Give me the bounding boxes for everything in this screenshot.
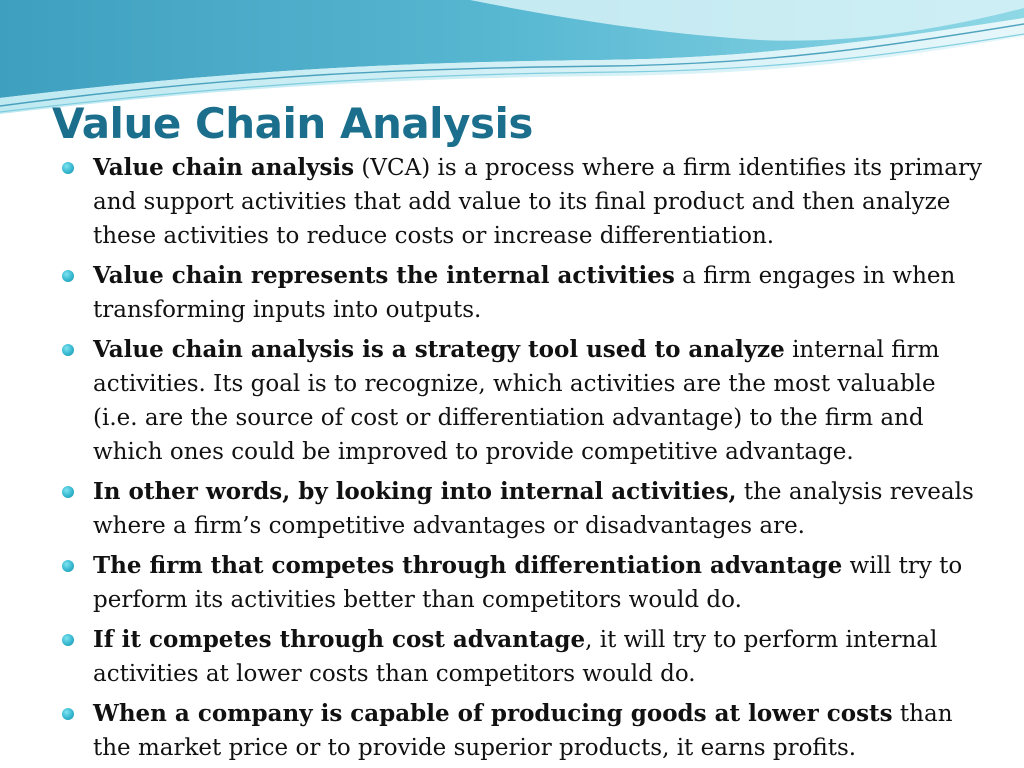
bullet-text: internal firm activities. Its goal is to recognize, which activities are the most valuable (i.e. are the source of cost or differentiation advantage) to the firm and which ones could be improved to provide competitive advantage. <box>93 337 940 465</box>
bullet-item <box>62 151 982 253</box>
bullet-bold-text: If it competes through cost advantage <box>93 626 586 653</box>
bullet-item <box>62 333 982 469</box>
bullet-dot-icon <box>62 560 74 572</box>
bullet-text: will try to perform its activities better than competitors would do. <box>93 553 963 613</box>
bullet-bold-text: The firm that competes through differentiation advantage <box>93 552 843 579</box>
bullet-item <box>62 259 982 327</box>
bullet-item <box>62 549 982 617</box>
bullet-bold-text: Value chain represents the internal activities <box>93 262 675 289</box>
bullet-item <box>62 697 982 765</box>
bullet-dot-icon <box>62 344 74 356</box>
bullet-dot-icon <box>62 162 74 174</box>
bullet-text: the analysis reveals where a firm’s competitive advantages or disadvantages are. <box>93 479 974 539</box>
slide-title: Value Chain Analysis <box>52 99 533 148</box>
bullet-dot-icon <box>62 708 74 720</box>
bullet-bold-text: Value chain analysis is a strategy tool used to analyze <box>93 336 785 363</box>
bullet-bold-text: In other words, by looking into internal activities, <box>93 478 737 505</box>
bullet-text: (VCA) is a process where a firm identifies its primary and support activities that add value to its final product and then analyze these activities to reduce costs or increase differentiation. <box>93 155 982 249</box>
bullet-dot-icon <box>62 270 74 282</box>
bullet-item <box>62 475 982 543</box>
bullet-text: a firm engages in when transforming inputs into outputs. <box>93 263 956 323</box>
bullet-text: , it will try to perform internal activities at lower costs than competitors would do. <box>93 627 938 687</box>
bullet-dot-icon <box>62 486 74 498</box>
bullet-text: than the market price or to provide superior products, it earns profits. <box>93 701 953 761</box>
bullet-item <box>62 623 982 691</box>
bullet-dot-icon <box>62 634 74 646</box>
bullet-list <box>62 151 982 768</box>
bullet-bold-text: Value chain analysis <box>93 154 355 181</box>
bullet-bold-text: When a company is capable of producing goods at lower costs <box>93 700 893 727</box>
